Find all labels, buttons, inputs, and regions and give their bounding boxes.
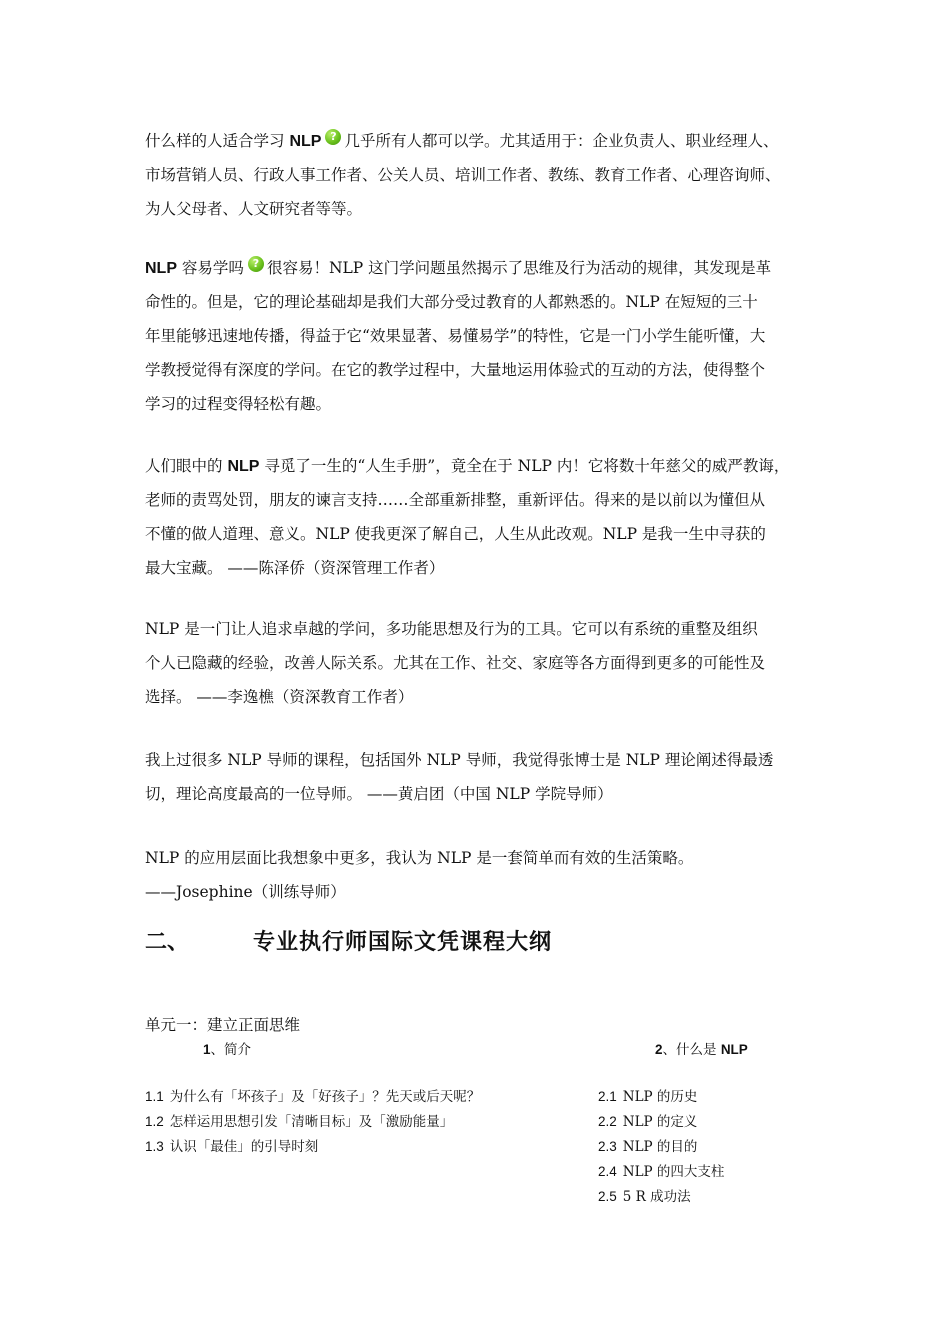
list-item	[145, 1134, 480, 1159]
question-icon: ?	[248, 256, 264, 272]
bold-term: NLP	[289, 133, 322, 150]
text-line: 不懂的做人道理、意义。NLP 使我更深了解自己，人生从此改观。NLP 是我一生中寻获的	[145, 525, 766, 543]
item-number: 2.4	[598, 1164, 617, 1179]
item-number: 1.3	[145, 1139, 164, 1154]
text-line: 个人已隐藏的经验，改善人际关系。尤其在工作、社交、家庭等各方面得到更多的可能性及	[145, 654, 766, 672]
heading-text: 、什么是	[662, 1042, 721, 1058]
item-text: NLP 的目的	[622, 1139, 698, 1155]
text-line: 年里能够迅速地传播，得益于它“效果显著、易懂易学”的特性，它是一门小学生能听懂，大	[145, 327, 766, 345]
text-line	[145, 124, 810, 158]
text-line: 切，理论高度最高的一位导师。 ——黄启团（中国 NLP 学院导师）	[145, 785, 613, 803]
text-segment: 很容易！NLP 这门学问题虽然揭示了思维及行为活动的规律，其发现是革	[266, 259, 772, 277]
section-title: 专业执行师国际文凭课程大纲	[253, 930, 553, 955]
heading-number: 2	[655, 1042, 663, 1057]
text-line: 为人父母者、人文研究者等等。	[145, 200, 363, 218]
text-line: NLP 是一门让人追求卓越的学问，多功能思想及行为的工具。它可以有系统的重整及组织	[145, 620, 758, 638]
paragraph-testimonial-li	[145, 612, 810, 714]
text-line: ——Josephine（训练导师）	[145, 883, 346, 901]
list-item	[598, 1184, 724, 1209]
text-line: 学教授觉得有深度的学问。在它的教学过程中，大量地运用体验式的互动的方法，使得整个	[145, 361, 766, 379]
item-text: 认识「最佳」的引导时刻	[169, 1139, 319, 1155]
text-line: 老师的责骂处罚，朋友的谏言支持……全部重新排整，重新评估。得来的是以前以为懂但从	[145, 491, 766, 509]
item-text: NLP 的历史	[622, 1089, 698, 1105]
paragraph-testimonial-huang	[145, 743, 810, 811]
item-text: 5 R 成功法	[622, 1189, 691, 1205]
text-line: 最大宝藏。 ——陈泽侨（资深管理工作者）	[145, 559, 445, 577]
text-segment: 寻觅了一生的“人生手册”，竟全在于 NLP 内！它将数十年慈父的威严教诲，	[259, 457, 790, 475]
section-heading	[145, 925, 825, 961]
list-item	[598, 1159, 724, 1184]
text-line: 选择。 ——李逸樵（资深教育工作者）	[145, 688, 414, 706]
item-text: 怎样运用思想引发「清晰目标」及「激励能量」	[169, 1114, 454, 1130]
item-text: NLP 的四大支柱	[622, 1164, 725, 1180]
text-line	[145, 251, 810, 285]
unit-title: 单元一：建立正面思维	[145, 1016, 301, 1034]
list-item	[145, 1109, 480, 1134]
paragraph-testimonial-chen	[145, 449, 810, 585]
heading-text: 、简介	[210, 1042, 252, 1058]
list-item	[145, 1084, 480, 1109]
heading-bold-term: NLP	[720, 1042, 748, 1057]
item-text: NLP 的定义	[622, 1114, 698, 1130]
text-line: 我上过很多 NLP 导师的课程，包括国外 NLP 导师，我觉得张博士是 NLP 理论阐述得最透	[145, 751, 774, 769]
paragraph-easy-to-learn	[145, 251, 810, 421]
right-column-heading	[655, 1040, 748, 1060]
text-line: 命性的。但是，它的理论基础却是我们大部分受过教育的人都熟悉的。NLP 在短短的三十	[145, 293, 758, 311]
text-line: NLP 的应用层面比我想象中更多，我认为 NLP 是一套简单而有效的生活策略。	[145, 849, 694, 867]
list-item	[598, 1109, 724, 1134]
bold-term: NLP	[227, 458, 260, 475]
left-column-heading	[203, 1040, 251, 1060]
item-text: 为什么有「坏孩子」及「好孩子」？先天或后天呢？	[169, 1089, 481, 1105]
item-number: 2.2	[598, 1114, 617, 1129]
text-line: 市场营销人员、行政人事工作者、公关人员、培训工作者、教练、教育工作者、心理咨询师、	[145, 166, 781, 184]
text-segment: 几乎所有人都可以学。尤其适用于：企业负责人、职业经理人、	[344, 132, 779, 150]
item-number: 1.1	[145, 1089, 164, 1104]
right-outline-list	[598, 1084, 724, 1209]
list-item	[598, 1084, 724, 1109]
text-line	[145, 449, 810, 483]
text-segment: 容易学吗	[177, 259, 244, 277]
section-number: 二、	[145, 930, 190, 955]
left-outline-list	[145, 1084, 480, 1159]
paragraph-who-should-learn	[145, 124, 810, 226]
bold-term: NLP	[145, 260, 177, 277]
text-line: 学习的过程变得轻松有趣。	[145, 395, 332, 413]
item-number: 2.5	[598, 1189, 617, 1204]
question-icon: ?	[325, 129, 341, 145]
item-number: 1.2	[145, 1114, 164, 1129]
paragraph-testimonial-josephine	[145, 841, 810, 909]
list-item	[598, 1134, 724, 1159]
item-number: 2.3	[598, 1139, 617, 1154]
text-segment: 人们眼中的	[145, 457, 228, 475]
text-segment: 什么样的人适合学习	[145, 132, 290, 150]
item-number: 2.1	[598, 1089, 617, 1104]
heading-number: 1	[203, 1042, 211, 1057]
